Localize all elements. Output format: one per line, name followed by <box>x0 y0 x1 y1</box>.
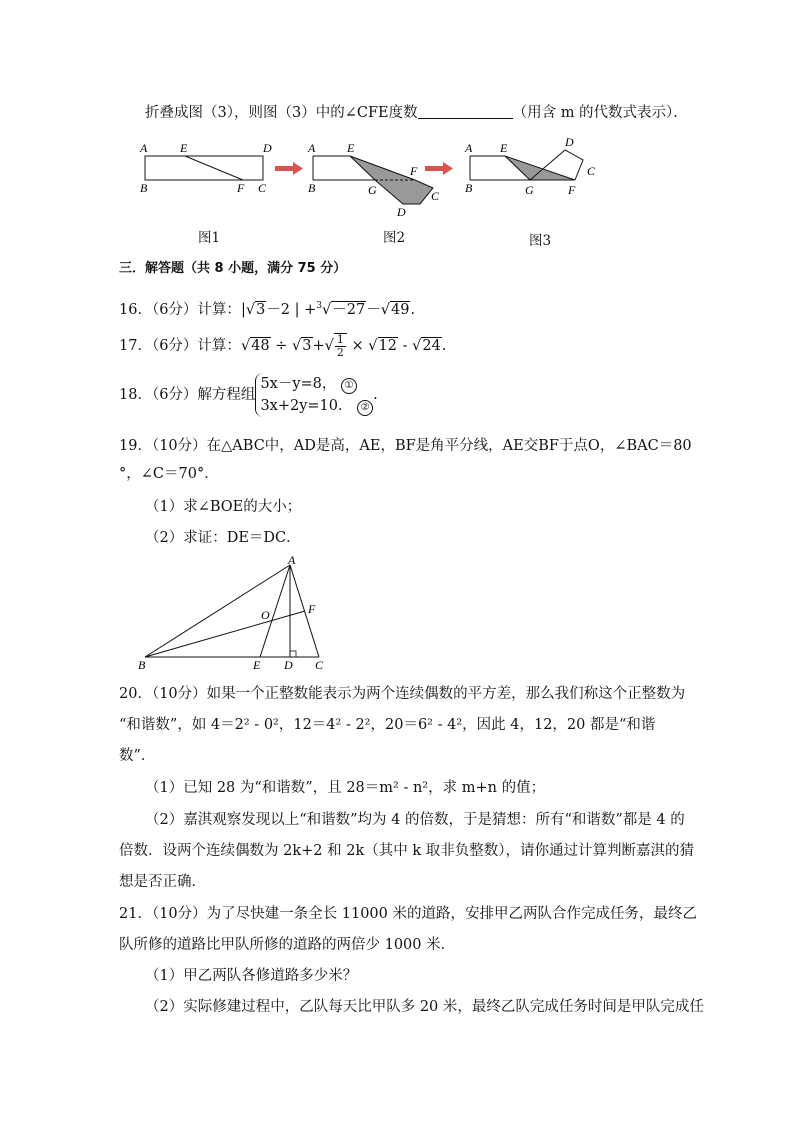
q19-line2: °，∠C＝70°． <box>119 466 219 482</box>
q18-mark1: ① <box>341 378 357 394</box>
q15-tail <box>145 103 688 123</box>
q18-mark2: ② <box>357 400 373 416</box>
q20-sub2c: 想是否正确． <box>119 874 206 890</box>
tri-label-a: A <box>288 555 296 567</box>
fig1-label-c: C <box>258 181 267 195</box>
q17-sqrt24: 24 <box>422 338 441 354</box>
q20-line2: “和谐数”，如 4＝2² - 0²，12＝4² - 2²，20＝6² - 4²，因此 4，12，20 都是“和谐 <box>119 717 656 733</box>
equation-system <box>255 373 373 417</box>
fig1-label-e: E <box>180 141 188 155</box>
fig3-label-g: G <box>525 183 534 197</box>
q18-eq2: 3x+2y=10． <box>260 398 353 414</box>
fig2-label-d: D <box>397 205 406 218</box>
q17-den: 2 <box>336 346 344 359</box>
q16-sqrt49: 49 <box>390 301 410 318</box>
fold-figure-2 <box>307 141 440 218</box>
fold-figure-3 <box>464 138 596 197</box>
q21-line1: 21．（10分）为了尽快建一条全长 11000 米的道路，安排甲乙两队合作完成任务，最终乙 <box>119 906 697 922</box>
q20-sub2b: 倍数．设两个连续偶数为 2k+2 和 2k（其中 k 取非负整数），请你通过计算判断嘉淇的猜 <box>119 843 694 859</box>
fig3-label-e: E <box>500 141 508 155</box>
q17-plus: + <box>312 338 325 354</box>
fig1-label-f: F <box>237 181 245 195</box>
q17-sqrt3: 3 <box>302 338 312 354</box>
q18-end: . <box>373 387 378 403</box>
question-16: 16．（6分）计算：|√3－2 | +$^3$√－27－√49. <box>119 301 416 318</box>
tri-label-c: C <box>315 658 324 672</box>
q20-sub2a: （2）嘉淇观察发现以上“和谐数”均为 4 的倍数，于是猜想：所有“和谐数”都是 4 的 <box>145 812 685 828</box>
fig2-label-g: G <box>368 183 377 197</box>
q17-sqrt12: 12 <box>378 338 397 354</box>
q17-prefix: 17．（6分）计算： <box>119 338 241 354</box>
fig1-label-d: D <box>263 141 272 155</box>
q17-sqrt48: 48 <box>251 338 270 354</box>
q16-minus: － <box>366 301 381 318</box>
tri-label-d: D <box>284 658 293 672</box>
tri-label-b: B <box>138 658 146 672</box>
triangle-figure <box>135 555 335 675</box>
caption-fig1: 图1 <box>198 230 221 246</box>
q17-div: ÷ <box>270 338 293 354</box>
fold-figures <box>135 138 615 218</box>
q20-line3: 数”． <box>119 748 156 764</box>
tri-label-f: F <box>308 602 316 616</box>
q17-minus: - <box>397 338 413 354</box>
fig3-label-f: F <box>568 183 576 197</box>
q19-line1: 19．（10分）在△ABC中，AD是高，AE，BF是角平分线，AE交BF于点O，∠BAC＝80 <box>119 438 692 454</box>
tri-label-e: E <box>253 658 261 672</box>
fig1-label-a: A <box>140 141 148 155</box>
fig3-label-c: C <box>587 164 596 178</box>
q20-line1: 20．（10分）如果一个正整数能表示为两个连续偶数的平方差，那么我们称这个正整数为 <box>119 686 686 702</box>
q17-times: × <box>346 338 369 354</box>
fig2-label-e: E <box>347 141 355 155</box>
fig3-label-a: A <box>465 141 473 155</box>
q17-end: . <box>441 338 447 354</box>
q16-end: . <box>410 301 416 318</box>
arrow-right-icon-2 <box>425 162 453 175</box>
q16-cbrt27: －27 <box>332 301 366 318</box>
q16-prefix: 16．（6分）计算： <box>119 301 241 318</box>
q16-minus2: －2 | + <box>266 301 317 318</box>
fig3-label-d: D <box>565 138 574 149</box>
q16-abs-open: | <box>240 301 246 318</box>
q15-text-after: （用含 m 的代数式表示）． <box>512 105 688 121</box>
q17-frac <box>334 333 347 359</box>
q19-sub1: （1）求∠BOE的大小； <box>145 499 302 515</box>
fig2-label-a: A <box>308 141 316 155</box>
q21-line2: 队所修的道路比甲队所修的道路的两倍少 1000 米． <box>119 937 456 953</box>
answer-blank[interactable] <box>418 104 513 119</box>
q21-sub2: （2）实际修建过程中，乙队每天比甲队多 20 米，最终乙队完成任务时间是甲队完成任 <box>145 999 704 1015</box>
section-title: 三．解答题（共 8 小题，满分 75 分） <box>119 261 347 276</box>
q20-sub1: （1）已知 28 为“和谐数”，且 28＝m² - n²，求 m+n 的值； <box>145 780 546 796</box>
fig3-label-b: B <box>465 181 473 195</box>
q18-eq1: 5x－y=8， <box>260 376 337 392</box>
q16-sqrt3: 3 <box>256 301 266 318</box>
q21-sub1: （1）甲乙两队各修道路多少米？ <box>145 968 358 984</box>
caption-fig2: 图2 <box>383 230 406 246</box>
fig2-label-b: B <box>308 181 316 195</box>
fig2-label-c: C <box>431 189 440 203</box>
q15-text-before: 折叠成图（3），则图（3）中的∠CFE度数 <box>145 105 418 121</box>
fig2-label-f: F <box>410 164 418 178</box>
q19-sub2: （2）求证：DE＝DC． <box>145 530 301 546</box>
fold-figure-1 <box>139 141 272 195</box>
arrow-right-icon-1 <box>275 162 303 175</box>
tri-label-o: O <box>261 608 270 622</box>
fig1-label-b: B <box>140 181 148 195</box>
q16-cube-index: 3 <box>316 301 323 311</box>
question-17: 17．（6分）计算：√48 ÷ √3+√ $\frac{1}{2}$ × √12 - √24. <box>119 333 447 359</box>
caption-fig3: 图3 <box>529 233 552 249</box>
q18-prefix: 18．（6分）解方程组 <box>119 387 256 403</box>
question-18 <box>119 372 378 418</box>
q17-num: 1 <box>336 333 344 346</box>
